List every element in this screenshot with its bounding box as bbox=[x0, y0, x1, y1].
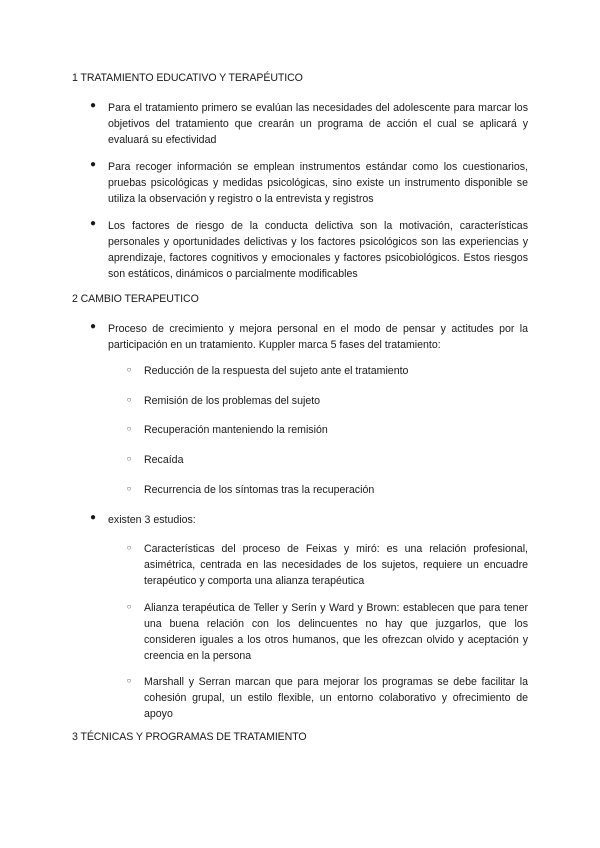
sub-bullet-icon: ○ bbox=[126, 395, 132, 404]
list-item: Para el tratamiento primero se evalúan las necesidades del adolescente para marcar los objetivos del tratamiento que crearán un programa de acción el cual se aplicará y evaluará su efectividad bbox=[108, 102, 528, 146]
sub-list-item: Recuperación manteniendo la remisión bbox=[144, 424, 328, 436]
list-item: Los factores de riesgo de la conducta delictiva son la motivación, características personales y oportunidades delictivas y los factores psicológicos son las experiencias y aprendizaje, factores cognitivos y emocionales y factores psicobiológicos. Estos riesgos son estáticos, dinámicos o parcialmente modificables bbox=[108, 220, 528, 280]
sub-bullet-icon: ○ bbox=[126, 424, 132, 433]
sub-bullet-icon: ○ bbox=[126, 676, 132, 685]
section-heading-2: 2 CAMBIO TERAPEUTICO bbox=[72, 293, 199, 305]
section-heading-3: 3 TÉCNICAS Y PROGRAMAS DE TRATAMIENTO bbox=[72, 731, 307, 743]
sub-list-item: Recaída bbox=[144, 454, 184, 466]
bullet-icon: ● bbox=[89, 218, 97, 229]
sub-bullet-icon: ○ bbox=[126, 365, 132, 374]
sub-list-item: Remisión de los problemas del sujeto bbox=[144, 395, 321, 407]
sub-bullet-icon: ○ bbox=[126, 454, 132, 463]
sub-list-item: Recurrencia de los síntomas tras la recuperación bbox=[144, 484, 375, 496]
bullet-icon: ● bbox=[89, 159, 97, 170]
bullet-icon: ● bbox=[89, 100, 97, 111]
bullet-icon: ● bbox=[89, 512, 97, 523]
sub-bullet-icon: ○ bbox=[126, 484, 132, 493]
sub-list-item: Marshall y Serran marcan que para mejorar los programas se debe facilitar la cohesión grupal, un estilo flexible, un entorno colaborativo y ofrecimiento de apoyo bbox=[144, 676, 528, 720]
bullet-icon: ● bbox=[89, 321, 97, 332]
section-heading-1: 1 TRATAMIENTO EDUCATIVO Y TERAPÉUTICO bbox=[72, 72, 303, 84]
sub-list-item: Reducción de la respuesta del sujeto ante el tratamiento bbox=[144, 365, 409, 377]
sub-bullet-icon: ○ bbox=[126, 602, 132, 611]
list-item: Proceso de crecimiento y mejora personal en el modo de pensar y actitudes por la participación en un tratamiento. Kuppler marca 5 fases del tratamiento: bbox=[108, 323, 528, 351]
sub-list-item: Alianza terapéutica de Teller y Serín y Ward y Brown: establecen que para tener una buena relación con los delincuentes no hay que juzgarlos, que los consideren iguales a los otros humanos, que les ofrezcan olvido y aceptación y creencia en la persona bbox=[144, 602, 528, 662]
sub-bullet-icon: ○ bbox=[126, 543, 132, 552]
list-item: Para recoger información se emplean instrumentos estándar como los cuestionarios, pruebas psicológicas y medidas psicológicas, sino existe un instrumento disponible se utiliza la observación y registro o la entrevista y registros bbox=[108, 161, 528, 205]
sub-list-item: Características del proceso de Feixas y miró: es una relación profesional, asimétrica, centrada en las necesidades de los sujetos, requiere un encuadre terapéutico y comporta una alianza terapéutica bbox=[144, 543, 528, 587]
list-item: existen 3 estudios: bbox=[108, 514, 196, 526]
